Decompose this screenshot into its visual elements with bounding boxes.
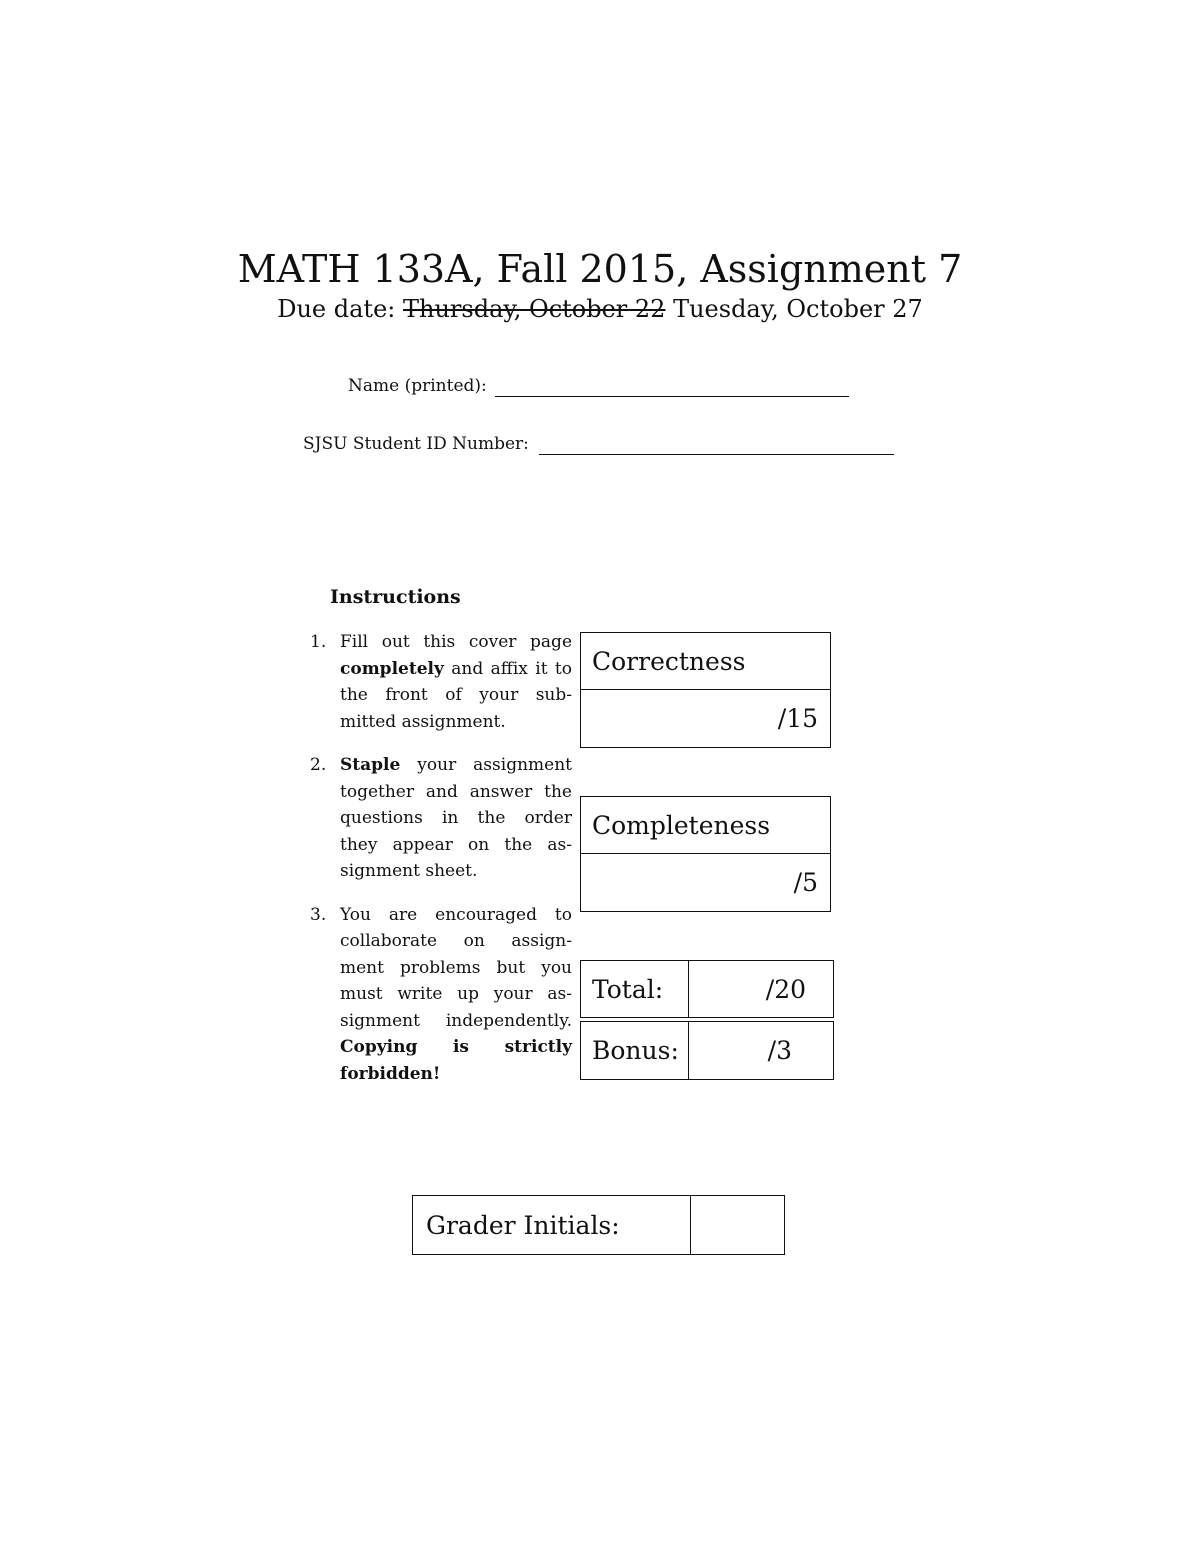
- instruction-text-part: and affix it to the front of your sub- mitted assignment.: [340, 658, 572, 732]
- due-date-label: Due date:: [277, 295, 396, 323]
- instruction-text: [340, 629, 572, 735]
- due-date-old: Thursday, October 22: [403, 295, 666, 323]
- total-label: Total:: [581, 961, 689, 1017]
- completeness-label: Completeness: [581, 797, 830, 854]
- instruction-item: [310, 902, 572, 1088]
- bonus-score[interactable]: [689, 1022, 832, 1079]
- student-id-label: SJSU Student ID Number:: [303, 434, 529, 454]
- due-date-new: Tuesday, October 27: [673, 295, 923, 323]
- completeness-score[interactable]: [581, 854, 830, 910]
- instruction-emphasis: Staple: [340, 755, 401, 775]
- bonus-box: [580, 1021, 834, 1080]
- instruction-text-part: your assignment together and answer the questions in the order they appear on the as- signment sheet.: [340, 755, 572, 881]
- instruction-text: [340, 752, 572, 885]
- instruction-number: 2.: [310, 755, 327, 775]
- instruction-emphasis: Copying is strictly forbidden!: [340, 1037, 572, 1084]
- completeness-box: [580, 796, 831, 912]
- instruction-number: 1.: [310, 632, 327, 652]
- total-box: [580, 960, 834, 1018]
- completeness-max: /5: [793, 867, 818, 897]
- total-score[interactable]: [689, 961, 832, 1017]
- instruction-text-part: You are encouraged to collaborate on assign- ment problems but you must write up your as- signment independently.: [340, 904, 572, 1031]
- correctness-label: Correctness: [581, 633, 830, 690]
- instructions-heading: Instructions: [330, 586, 461, 608]
- instructions-list: [310, 629, 572, 1104]
- grader-initials-label: Grader Initials:: [413, 1196, 691, 1254]
- bonus-label: Bonus:: [581, 1022, 689, 1079]
- total-max: /20: [765, 974, 806, 1004]
- instruction-text: [340, 902, 572, 1088]
- name-field-label: Name (printed):: [348, 376, 487, 396]
- correctness-box: [580, 632, 831, 748]
- instruction-number: 3.: [310, 904, 327, 925]
- correctness-max: /15: [777, 703, 818, 733]
- due-date: [0, 293, 1200, 325]
- correctness-score[interactable]: [581, 690, 830, 746]
- page-title: MATH 133A, Fall 2015, Assignment 7: [237, 247, 963, 291]
- instruction-text-part: Fill out this cover page: [340, 632, 572, 652]
- instruction-item: [310, 752, 572, 885]
- student-id-line[interactable]: [539, 454, 894, 455]
- grader-initials-field[interactable]: [691, 1196, 783, 1254]
- bonus-max: /3: [767, 1036, 792, 1065]
- instruction-emphasis: completely: [340, 658, 444, 679]
- name-field-line[interactable]: [495, 396, 849, 397]
- instruction-item: [310, 629, 572, 735]
- grader-initials-box: [412, 1195, 785, 1255]
